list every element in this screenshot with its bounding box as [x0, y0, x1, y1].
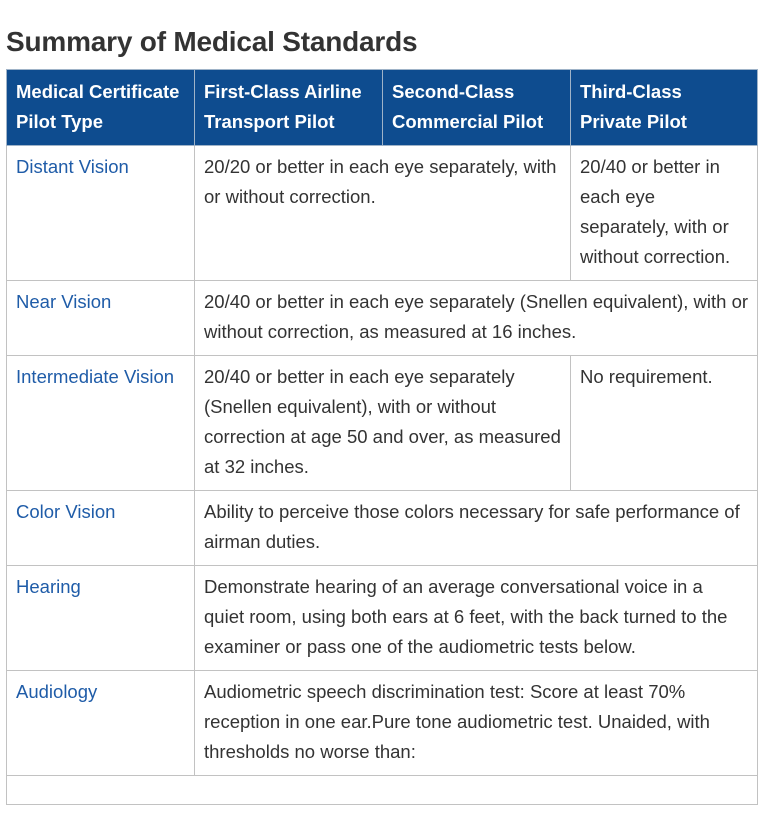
hearing-all: Demonstrate hearing of an average conversational voice in a quiet room, using both ears at 6 feet, with the back turned to the examiner or pass one of the audiometric tests below.	[195, 566, 758, 671]
row-label-color-vision: Color Vision	[7, 491, 195, 566]
table-header-row	[7, 70, 758, 146]
empty-cell	[7, 776, 758, 805]
page-title: Summary of Medical Standards	[6, 26, 418, 57]
table-row-empty	[7, 776, 758, 805]
row-label-hearing: Hearing	[7, 566, 195, 671]
table-row-near-vision	[7, 281, 758, 356]
intermediate-vision-third: No requirement.	[571, 356, 758, 491]
row-label-distant-vision: Distant Vision	[7, 146, 195, 281]
header-certificate-type: Medical Certificate Pilot Type	[7, 70, 195, 146]
audiology-all: Audiometric speech discrimination test: Score at least 70% reception in one ear.Pure tone audiometric test. Unaided, with thresholds no worse than:	[195, 671, 758, 776]
table-row-distant-vision	[7, 146, 758, 281]
distant-vision-third: 20/40 or better in each eye separately, with or without correction.	[571, 146, 758, 281]
row-label-near-vision: Near Vision	[7, 281, 195, 356]
header-first-class: First-Class Airline Transport Pilot	[195, 70, 383, 146]
header-second-class: Second-Class Commercial Pilot	[383, 70, 571, 146]
medical-standards-table	[6, 69, 758, 805]
table-row-hearing	[7, 566, 758, 671]
table-row-audiology	[7, 671, 758, 776]
table-row-color-vision	[7, 491, 758, 566]
row-label-intermediate-vision: Intermediate Vision	[7, 356, 195, 491]
distant-vision-first-second: 20/20 or better in each eye separately, with or without correction.	[195, 146, 571, 281]
intermediate-vision-first-second: 20/40 or better in each eye separately (Snellen equivalent), with or without correction at age 50 and over, as measured at 32 inches.	[195, 356, 571, 491]
row-label-audiology: Audiology	[7, 671, 195, 776]
color-vision-all: Ability to perceive those colors necessary for safe performance of airman duties.	[195, 491, 758, 566]
near-vision-all: 20/40 or better in each eye separately (Snellen equivalent), with or without correction, as measured at 16 inches.	[195, 281, 758, 356]
table-row-intermediate-vision	[7, 356, 758, 491]
header-third-class: Third-Class Private Pilot	[571, 70, 758, 146]
